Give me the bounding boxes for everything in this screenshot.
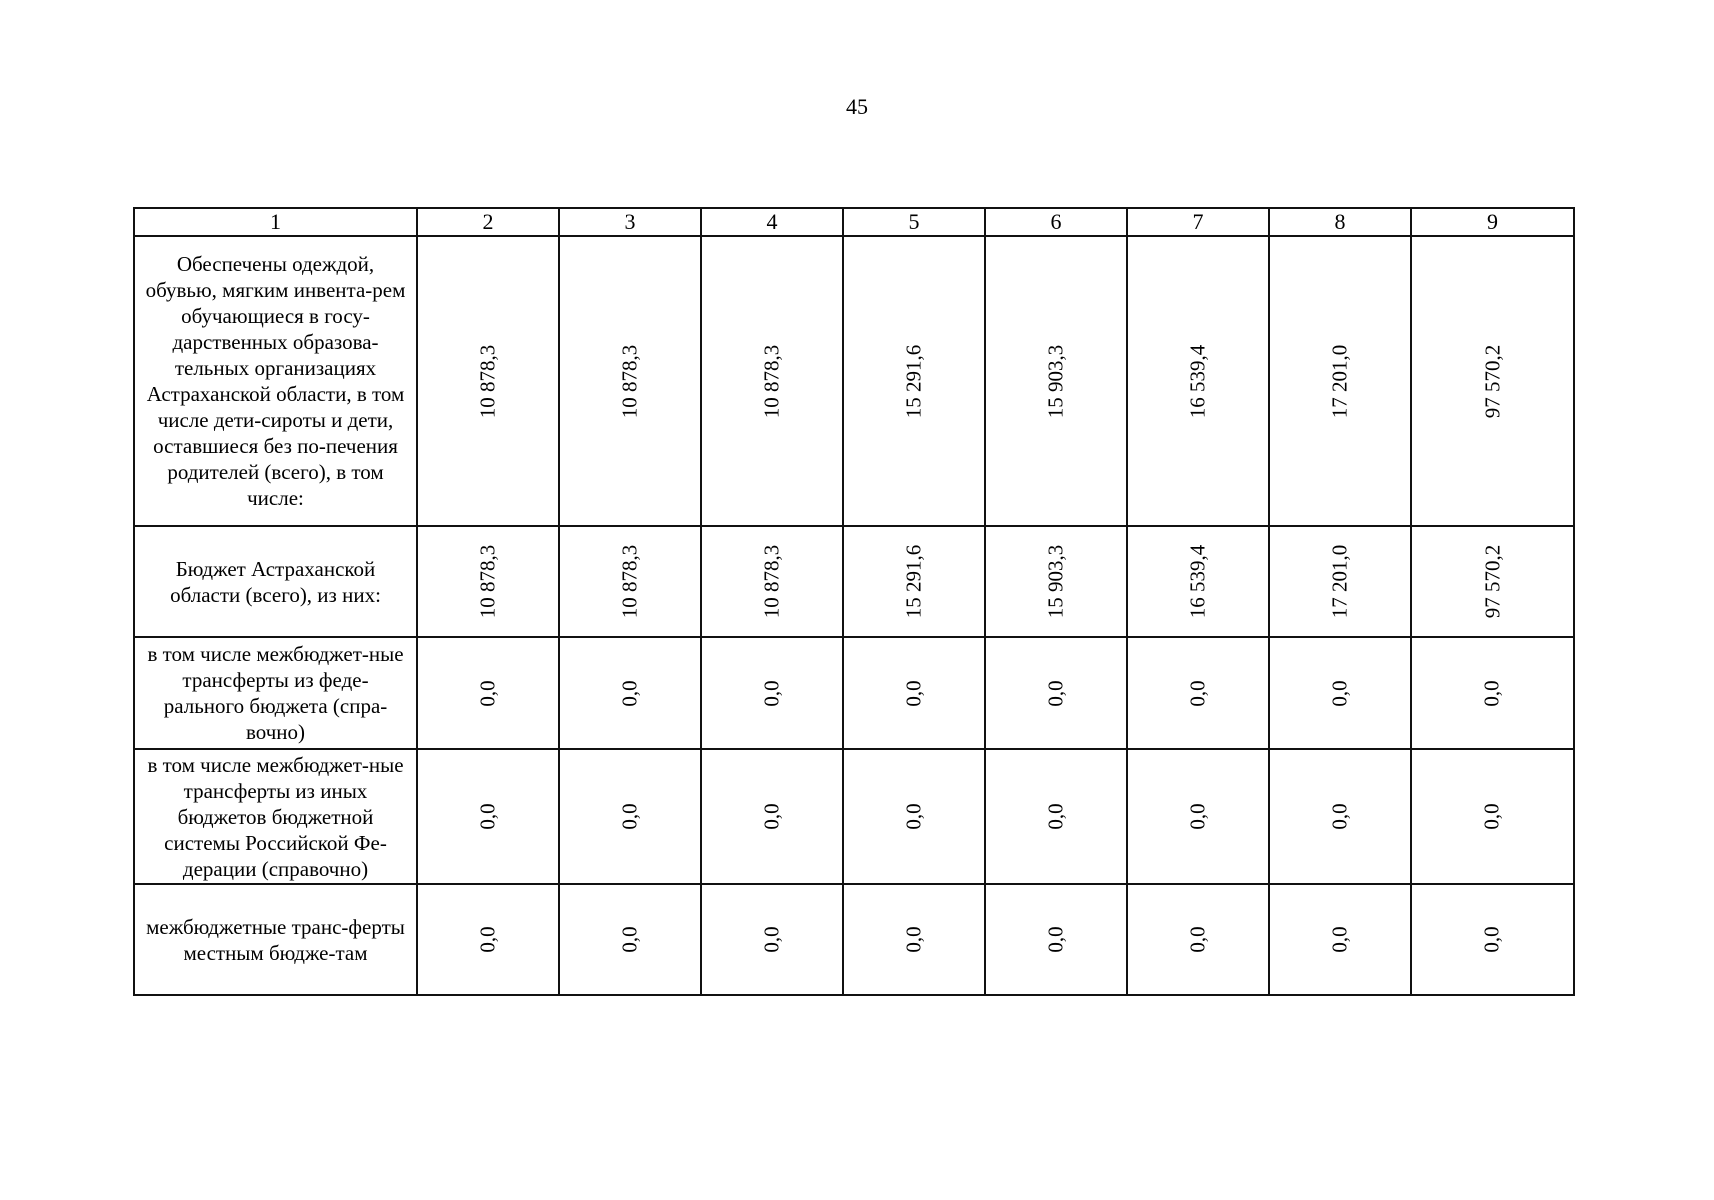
cell-value: 10 878,3 bbox=[475, 344, 500, 418]
cell-value: 10 878,3 bbox=[475, 544, 500, 619]
value-cell bbox=[701, 749, 843, 884]
value-cell bbox=[843, 526, 985, 637]
cell-value: 16 539,4 bbox=[1185, 344, 1210, 418]
value-cell bbox=[1411, 749, 1574, 884]
value-cell bbox=[701, 637, 843, 749]
cell-value: 0,0 bbox=[901, 803, 926, 830]
value-cell bbox=[1127, 637, 1269, 749]
row-label: межбюджетные транс-ферты местным бюдже-там bbox=[134, 884, 417, 995]
value-cell bbox=[1269, 884, 1411, 995]
column-number: 1 bbox=[134, 208, 417, 236]
value-cell bbox=[843, 637, 985, 749]
value-cell bbox=[1411, 884, 1574, 995]
cell-value: 0,0 bbox=[1185, 679, 1210, 707]
cell-value: 10 878,3 bbox=[759, 544, 784, 619]
cell-value: 0,0 bbox=[475, 926, 500, 953]
cell-value: 97 570,2 bbox=[1480, 544, 1504, 619]
cell-value: 15 903,3 bbox=[1043, 544, 1068, 619]
value-cell bbox=[1269, 637, 1411, 749]
cell-value: 0,0 bbox=[1480, 679, 1504, 707]
value-cell bbox=[417, 884, 559, 995]
value-cell bbox=[417, 749, 559, 884]
value-cell bbox=[559, 884, 701, 995]
cell-value: 0,0 bbox=[1043, 803, 1068, 830]
cell-value: 0,0 bbox=[475, 679, 500, 707]
cell-value: 0,0 bbox=[1043, 926, 1068, 953]
value-cell bbox=[1127, 526, 1269, 637]
cell-value: 0,0 bbox=[1480, 926, 1504, 953]
row-label: в том числе межбюджет-ные трансферты из иных бюджетов бюджетной системы Российской Фе-дерации (справочно) bbox=[134, 749, 417, 884]
value-cell bbox=[985, 884, 1127, 995]
table-row bbox=[134, 236, 1574, 526]
value-cell bbox=[1127, 236, 1269, 526]
value-cell bbox=[701, 236, 843, 526]
cell-value: 15 291,6 bbox=[901, 544, 926, 619]
column-number: 6 bbox=[985, 208, 1127, 236]
value-cell bbox=[559, 749, 701, 884]
value-cell bbox=[701, 884, 843, 995]
cell-value: 0,0 bbox=[1327, 679, 1352, 707]
value-cell bbox=[417, 637, 559, 749]
value-cell bbox=[417, 236, 559, 526]
cell-value: 0,0 bbox=[617, 803, 642, 830]
cell-value: 0,0 bbox=[1185, 803, 1210, 830]
row-label: Обеспечены одеждой, обувью, мягким инвента-рем обучающиеся в госу-дарственных образова-тельных организациях Астраханской области, в том числе дети-сироты и дети, оставшиеся без по-печения родителей (всего), в том числе: bbox=[134, 236, 417, 526]
value-cell bbox=[843, 236, 985, 526]
value-cell bbox=[1269, 236, 1411, 526]
cell-value: 0,0 bbox=[759, 926, 784, 953]
cell-value: 0,0 bbox=[617, 926, 642, 953]
table-row bbox=[134, 526, 1574, 637]
column-number: 2 bbox=[417, 208, 559, 236]
cell-value: 97 570,2 bbox=[1480, 344, 1504, 418]
table-header-row bbox=[134, 208, 1574, 236]
cell-value: 10 878,3 bbox=[617, 344, 642, 418]
table-row bbox=[134, 637, 1574, 749]
budget-table bbox=[133, 207, 1575, 996]
value-cell bbox=[701, 526, 843, 637]
cell-value: 0,0 bbox=[759, 679, 784, 707]
page-number: 45 bbox=[846, 94, 868, 119]
cell-value: 0,0 bbox=[1185, 926, 1210, 953]
value-cell bbox=[1127, 884, 1269, 995]
column-number: 9 bbox=[1411, 208, 1574, 236]
value-cell bbox=[1269, 526, 1411, 637]
cell-value: 17 201,0 bbox=[1327, 544, 1352, 619]
value-cell bbox=[1411, 236, 1574, 526]
value-cell bbox=[1127, 749, 1269, 884]
table-row bbox=[134, 884, 1574, 995]
column-number: 7 bbox=[1127, 208, 1269, 236]
cell-value: 0,0 bbox=[901, 926, 926, 953]
cell-value: 15 903,3 bbox=[1043, 344, 1068, 418]
cell-value: 0,0 bbox=[1327, 803, 1352, 830]
cell-value: 0,0 bbox=[617, 679, 642, 707]
table-row bbox=[134, 749, 1574, 884]
cell-value: 15 291,6 bbox=[901, 344, 926, 418]
column-number: 4 bbox=[701, 208, 843, 236]
column-number: 5 bbox=[843, 208, 985, 236]
value-cell bbox=[1269, 749, 1411, 884]
cell-value: 0,0 bbox=[759, 803, 784, 830]
value-cell bbox=[559, 236, 701, 526]
cell-value: 0,0 bbox=[1043, 679, 1068, 707]
value-cell bbox=[985, 526, 1127, 637]
value-cell bbox=[1411, 526, 1574, 637]
value-cell bbox=[985, 236, 1127, 526]
row-label: Бюджет Астраханской области (всего), из них: bbox=[134, 526, 417, 637]
value-cell bbox=[985, 749, 1127, 884]
cell-value: 0,0 bbox=[475, 803, 500, 830]
cell-value: 0,0 bbox=[1480, 803, 1504, 830]
value-cell bbox=[559, 526, 701, 637]
value-cell bbox=[985, 637, 1127, 749]
value-cell bbox=[843, 749, 985, 884]
value-cell bbox=[843, 884, 985, 995]
cell-value: 16 539,4 bbox=[1185, 544, 1210, 619]
cell-value: 10 878,3 bbox=[617, 544, 642, 619]
column-number: 3 bbox=[559, 208, 701, 236]
value-cell bbox=[417, 526, 559, 637]
cell-value: 17 201,0 bbox=[1327, 344, 1352, 418]
column-number: 8 bbox=[1269, 208, 1411, 236]
row-label: в том числе межбюджет-ные трансферты из феде-рального бюджета (спра-вочно) bbox=[134, 637, 417, 749]
cell-value: 10 878,3 bbox=[759, 344, 784, 418]
value-cell bbox=[559, 637, 701, 749]
cell-value: 0,0 bbox=[901, 679, 926, 707]
value-cell bbox=[1411, 637, 1574, 749]
cell-value: 0,0 bbox=[1327, 926, 1352, 953]
